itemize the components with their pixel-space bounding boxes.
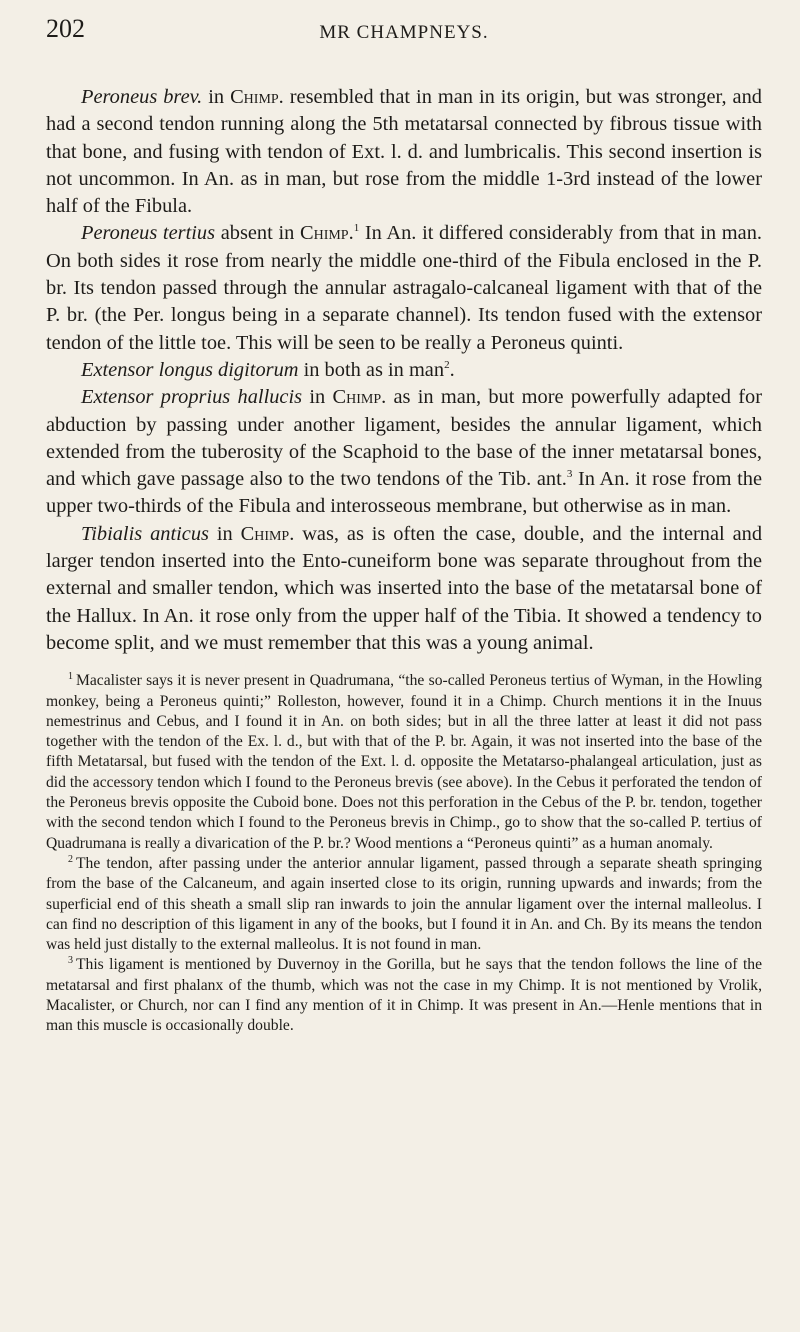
page-number: 202 (46, 14, 85, 43)
species-abbrev: Chimp. (299, 222, 354, 245)
species-abbrev: Chimp. (332, 386, 387, 409)
footnote-1 (46, 671, 762, 854)
paragraph-body-continued: In An. it rose from the upper two-thirds of the Fibula and interosseous membrane, but otherwise as in man. (46, 468, 762, 518)
paragraph-body: In An. it differed considerably from that in man. On both sides it rose from nearly the middle one-third of the Fibula enclosed in the P. br. Its tendon passed through the annular astragalo-calcaneal ligament with that of the P. br. (the Per. longus being in a separate channel). Its tendon fused with the extensor tendon of the little toe. This will be seen to be really a Peroneus quinti. (46, 222, 762, 354)
paragraph-extensor-longus-digitorum (46, 357, 762, 384)
paragraph-tibialis-anticus (46, 521, 762, 657)
footnote-3 (46, 955, 762, 1036)
footnote-mark: 2 (68, 853, 73, 865)
paragraph-prefix: in (202, 86, 231, 108)
footnote-2 (46, 854, 762, 955)
paragraph-prefix: in (208, 522, 241, 545)
paragraph-body: . (449, 358, 455, 381)
paragraph-prefix: absent in (215, 222, 300, 245)
footnote-text: Macalister says it is never present in Quadrumana, “the so-called Peroneus tertius of Wyman, in the Howling monkey, being a Peroneus quinti;” Rolleston, however, found it in a Chimp. Church mentions it in the Inuus nemestrinus and Cebus, and I found it in An. on both sides; but in all the three latter at least it did not pass together with the tendon of the Ex. l. d., but with that of the P. br. Again, it was not inserted into the base of the fifth Metatarsal, but fused with the tendon of the Ext. l. d. opposite the Metatarso-phalangeal articulation, just as did the accessory tendon which I found to the Peroneus brevis (see above). In the Cebus it perforated the tendon of the Peroneus brevis opposite the Cuboid bone. Does not this perforation in the Cebus of the P. br. tendon, together with the second tendon which I found to the Peroneus brevis in Chimp., go to show that the so-called P. tertius of Quadrumana is really a divarication of the P. br.? Wood mentions a “Peroneus quinti” as a human anomaly. (46, 672, 762, 852)
paragraph-body: was, as is often the case, double, and the internal and larger tendon inserted into the Ento-cuneiform bone was separate throughout from the external and smaller tendon, which was inserted into the base of the metatarsal bone of the Hallux. In An. it rose only from the upper half of the Tibia. It showed a tendency to become split, and we must remember that this was a young animal. (46, 522, 763, 654)
running-head: MR CHAMPNEYS. (319, 22, 489, 43)
species-abbrev: Chimp. (240, 522, 295, 545)
page-header (46, 14, 762, 54)
footnote-text: The tendon, after passing under the anterior annular ligament, passed through a separate sheath springing from the base of the Calcaneum, and again inserted close to its origin, running upwards and inwards; from the superficial end of this sheath a small slip ran inwards to join the annular ligament over the internal malleolus. I can find no description of this ligament in any of the books, but I found it in An. and Ch. By its means the tendon was held just distally to the external malleolus. It is not found in man. (46, 854, 762, 954)
footnote-reference: 3 (566, 468, 573, 481)
footnote-reference: 2 (444, 359, 450, 372)
paragraph-body: as in man, but more powerfully adapted for abduction by passing under another ligament, besides the annular ligament, which extended from the tuberosity of the Scaphoid to the base of the inner metatarsal bones, and which gave passage also to the two tendons of the Tib. ant. (46, 386, 763, 491)
main-text (46, 84, 762, 657)
paragraph-extensor-proprius-hallucis (46, 384, 762, 520)
paragraph-prefix: in (302, 386, 333, 409)
paragraph-peroneus-tertius (46, 220, 762, 356)
species-abbrev: Chimp. (230, 86, 284, 108)
muscle-name: Extensor proprius hallucis (81, 386, 303, 409)
footnote-text: This ligament is mentioned by Duvernoy in the Gorilla, but he says that the tendon follows the line of the metatarsal and first phalanx of the thumb, which was not the case in my Chimp. It is not mentioned by Vrolik, Macalister, or Church, nor can I find any mention of it in Chimp. It was present in An.—Henle mentions that in man this muscle is occasionally double. (46, 956, 762, 1035)
muscle-name: Tibialis anticus (81, 522, 209, 545)
muscle-name: Peroneus tertius (81, 222, 216, 245)
paragraph-prefix: in both as in man (298, 358, 445, 381)
paragraph-peroneus-brevis (46, 84, 762, 220)
muscle-name: Extensor longus digitorum (81, 358, 299, 381)
footnote-mark: 1 (68, 671, 73, 683)
page-content (46, 14, 762, 1037)
footnotes (46, 671, 762, 1036)
footnote-mark: 3 (68, 955, 73, 967)
footnote-reference: 1 (353, 222, 360, 235)
paragraph-body: resembled that in man in its origin, but was stronger, and had a second tendon running along the 5th metatarsal connected by fibrous tissue with that bone, and fusing with tendon of Ext. l. d. and lumbricalis. This second insertion is not uncommon. In An. as in man, but rose from the middle 1-3rd instead of the lower half of the Fibula. (46, 86, 762, 218)
muscle-name: Peroneus brev. (81, 86, 203, 108)
